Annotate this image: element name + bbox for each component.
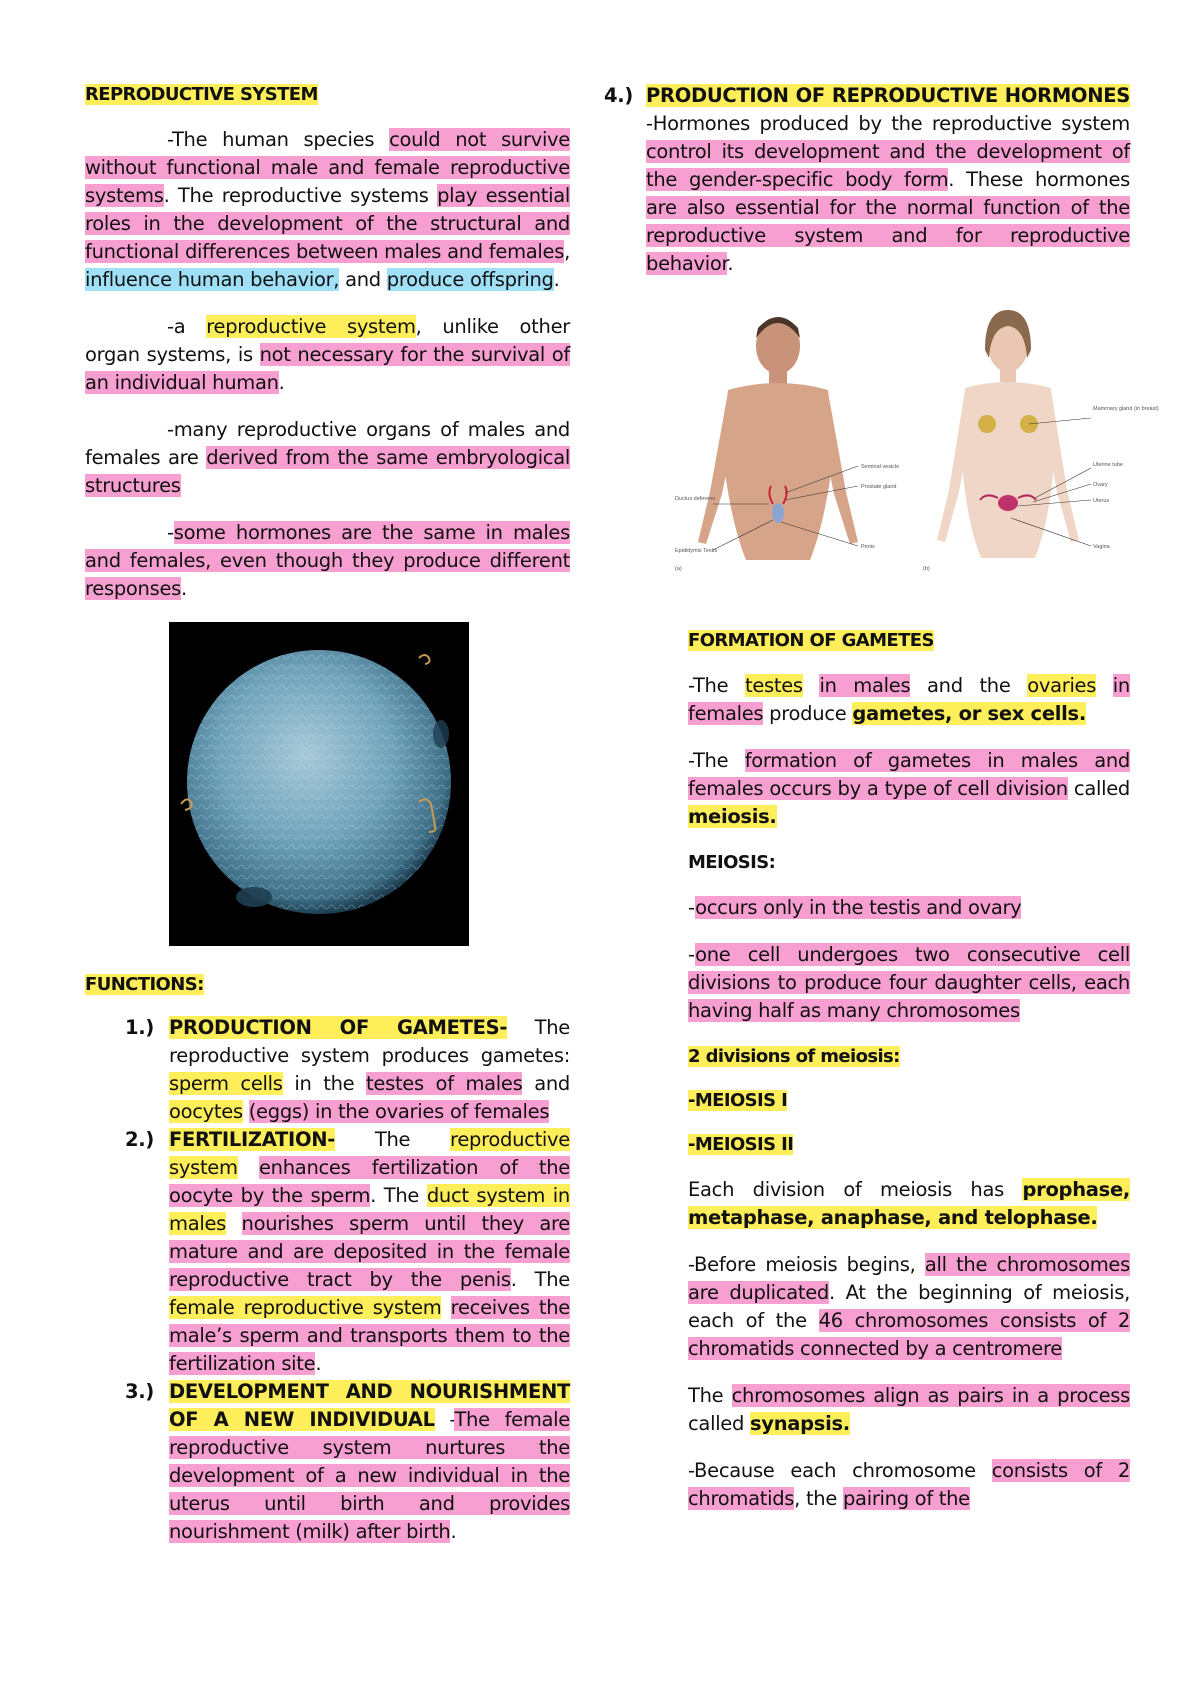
svg-text:Epididymis Testis: Epididymis Testis: [675, 548, 718, 554]
svg-text:Penis: Penis: [861, 544, 875, 550]
svg-text:(b): (b): [923, 566, 930, 572]
section-title-two-divisions: 2 divisions of meiosis:: [688, 1046, 900, 1067]
paragraph-gonads: -The testes in males and the ovaries in females produce gametes, or sex cells.: [688, 674, 1130, 725]
paragraph-survival: -The human species could not survive without functional male and female reproductive systems. The reproductive systems play essential roles in the development of the structural and functional differences between males and females, influence human behavior, and produce offspring.: [85, 128, 571, 291]
egg-cell-micrograph: [169, 622, 469, 946]
male-figure: [675, 317, 899, 572]
function-item-1: 1.) PRODUCTION OF GAMETES- The reproductive system produces gametes: sperm cells in the testes of males and oocytes (eggs) in the ovaries of females: [125, 1016, 570, 1123]
paragraph-meiosis-intro: -The formation of gametes in males and females occurs by a type of cell division called meiosis.: [688, 749, 1130, 828]
right-column: [604, 82, 1159, 1532]
section-title-formation-of-gametes: FORMATION OF GAMETES: [688, 630, 934, 651]
label-meiosis-2: -MEIOSIS II: [688, 1134, 794, 1155]
svg-text:Prostate gland: Prostate gland: [861, 484, 897, 490]
function-item-4: 4.) PRODUCTION OF REPRODUCTIVE HORMONES -Hormones produced by the reproductive system control its development and the development of the gender-specific body form. These hormones are also essential for the normal function of the reproductive system and for reproductive behavior.: [604, 84, 1130, 275]
female-figure: [923, 310, 1159, 572]
paragraph-not-necessary: -a reproductive system, unlike other organ systems, is not necessary for the survival of an individual human.: [85, 315, 570, 394]
svg-text:Ovary: Ovary: [1093, 482, 1108, 488]
paragraph-meiosis-divisions: -one cell undergoes two consecutive cell divisions to produce four daughter cells, each having half as many chromosomes: [688, 943, 1130, 1022]
svg-text:Uterine tube: Uterine tube: [1093, 462, 1123, 468]
left-column: [85, 82, 570, 1546]
egg-cell-image: [169, 622, 469, 946]
anatomy-illustration: [673, 308, 1159, 598]
paragraph-chromatids: -Because each chromosome consists of 2 chromatids, the pairing of the: [688, 1459, 1130, 1510]
section-title-functions: FUNCTIONS:: [85, 974, 204, 995]
section-title-reproductive-system: REPRODUCTIVE SYSTEM: [85, 84, 318, 105]
functions-list: [85, 1014, 570, 1546]
paragraph-synapsis: The chromosomes align as pairs in a process called synapsis.: [688, 1384, 1130, 1435]
paragraph-phases: Each division of meiosis has prophase, metaphase, anaphase, and telophase.: [688, 1178, 1130, 1229]
svg-text:Vagina: Vagina: [1093, 544, 1110, 550]
section-title-meiosis: MEIOSIS:: [688, 852, 776, 873]
svg-text:(a): (a): [675, 566, 682, 572]
paragraph-chromosome-duplication: -Before meiosis begins, all the chromosomes are duplicated. At the beginning of meiosis, each of the 46 chromosomes consists of 2 chromatids connected by a centromere: [688, 1253, 1131, 1360]
function-item-2: 2.) FERTILIZATION- The reproductive system enhances fertilization of the oocyte by the sperm. The duct system in males nourishes sperm until they are mature and are deposited in the female reproductive tract by the penis. The female reproductive system receives the male’s sperm and transports them to the fertilization site.: [125, 1128, 570, 1375]
svg-text:Mammary gland (in breast): Mammary gland (in breast): [1093, 406, 1159, 412]
paragraph-embryological: -many reproductive organs of males and females are derived from the same embryological structures: [85, 418, 570, 497]
svg-text:Ductus deferens: Ductus deferens: [675, 496, 716, 502]
svg-text:Uterus: Uterus: [1093, 498, 1110, 504]
svg-text:Seminal vesicle: Seminal vesicle: [861, 464, 900, 470]
functions-list-continued: [604, 82, 1130, 278]
reproductive-anatomy-figure: [673, 308, 1159, 598]
function-item-3: 3.) DEVELOPMENT AND NOURISHMENT OF A NEW INDIVIDUAL -The female reproductive system nurtures the development of a new individual in the uterus until birth and provides nourishment (milk) after birth.: [125, 1380, 570, 1543]
paragraph-meiosis-location: -occurs only in the testis and ovary: [688, 896, 1022, 919]
label-meiosis-1: -MEIOSIS I: [688, 1090, 788, 1111]
paragraph-hormones: -some hormones are the same in males and females, even though they produce different responses.: [85, 521, 570, 600]
